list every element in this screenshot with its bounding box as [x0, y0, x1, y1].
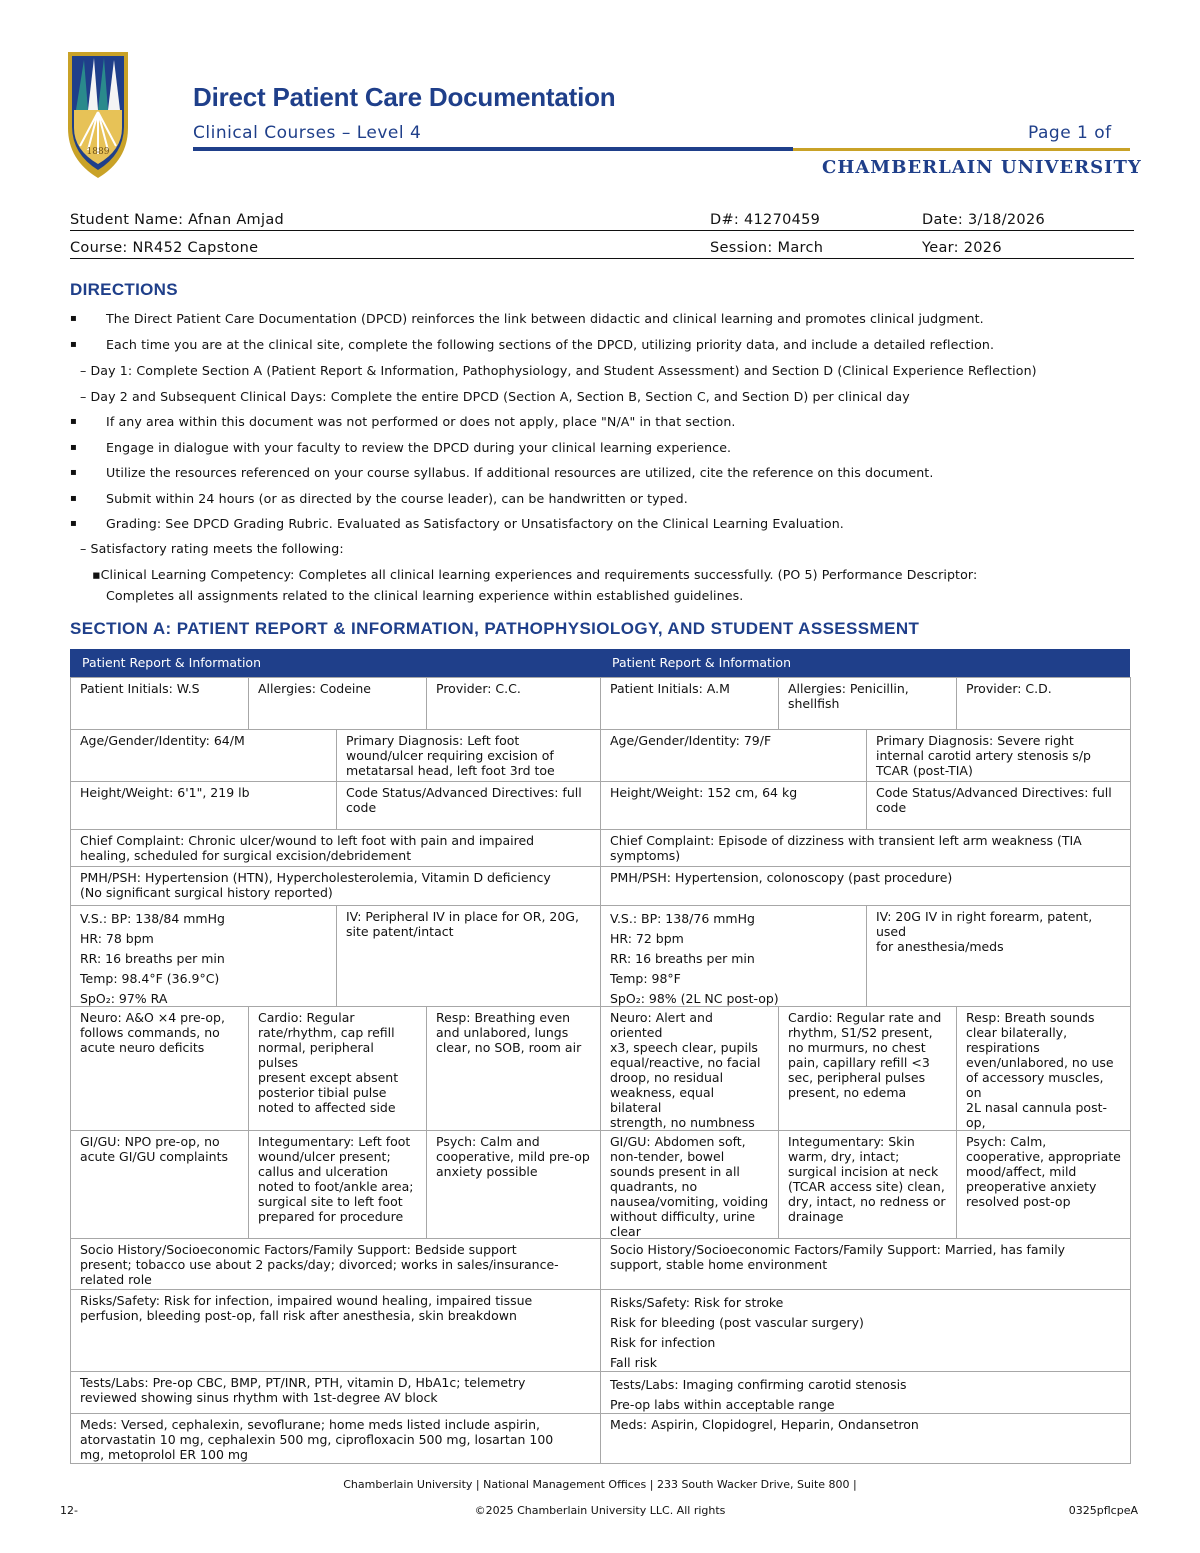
vs-text-line: HR: 78 bpm [80, 931, 154, 946]
height-text-line: Height/Weight: 6'1", 219 lb [80, 785, 250, 800]
date-field[interactable]: Date: 3/18/2026 [922, 212, 1134, 231]
social-text-line: related role [80, 1272, 152, 1287]
right-patient-resp-cell[interactable] [956, 1006, 1131, 1131]
gigu-text-line: acute GI/GU complaints [80, 1149, 228, 1164]
right-patient-diagnosis-cell[interactable] [866, 729, 1131, 782]
neuro-text-line: follows commands, no [80, 1025, 220, 1040]
risks-text-line: Risks/Safety: Risk for stroke [610, 1295, 784, 1310]
provider-text-line: Provider: C.C. [436, 681, 521, 696]
allergies-text-line: Allergies: Penicillin, [788, 681, 909, 696]
right-patient-pmh-cell[interactable] [600, 866, 1131, 906]
university-name: CHAMBERLAIN UNIVERSITY [822, 157, 1142, 178]
right-patient-tests-cell[interactable] [600, 1371, 1131, 1414]
neuro-text-line: acute neuro deficits [80, 1040, 205, 1055]
left-patient-height-cell[interactable] [70, 781, 337, 830]
bullet-icon: ▪ [70, 339, 77, 350]
height-text-line: Height/Weight: 152 cm, 64 kg [610, 785, 798, 800]
cardio-text-line: pain, capillary refill <3 [788, 1055, 930, 1070]
resp-text-line: Resp: Breathing even [436, 1010, 571, 1025]
neuro-text-line: Neuro: Alert and oriented [610, 1010, 713, 1040]
left-patient-allergies-cell[interactable] [248, 677, 427, 730]
neuro-text-line: equal/reactive, no facial [610, 1055, 761, 1070]
right-patient-cardio-cell[interactable] [778, 1006, 957, 1131]
psych-text-line: cooperative, mild pre-op [436, 1149, 590, 1164]
header-rule-gold [793, 148, 1130, 151]
resp-text-line: clear, no SOB, room air [436, 1040, 582, 1055]
directions-heading: DIRECTIONS [70, 280, 178, 299]
vs-text-line: HR: 72 bpm [610, 931, 684, 946]
right-patient-height-cell[interactable] [600, 781, 867, 830]
resp-text-line: Resp: Breath sounds [966, 1010, 1095, 1025]
resp-text-line: of accessory muscles, on [966, 1070, 1104, 1100]
code-text-line: Code Status/Advanced Directives: full [346, 785, 582, 800]
vs-text-line: Temp: 98.4°F (36.9°C) [80, 971, 220, 986]
right-patient-iv-cell[interactable] [866, 905, 1131, 1007]
gigu-text-line: sounds present in all [610, 1164, 740, 1179]
resp-text-line: even/unlabored, no use [966, 1055, 1114, 1070]
student-name-field[interactable]: Student Name: Afnan Amjad [70, 212, 710, 231]
direction-item: Engage in dialogue with your faculty to review the DPCD during your clinical learning experience. [106, 440, 732, 455]
cardio-text-line: no murmurs, no chest [788, 1040, 926, 1055]
cardio-text-line: rate/rhythm, cap refill [258, 1025, 395, 1040]
risks-text-line: Fall risk [610, 1355, 657, 1370]
vs-text-line: RR: 16 breaths per min [80, 951, 225, 966]
gigu-text-line: without difficulty, urine [610, 1209, 756, 1224]
cardio-text-line: rhythm, S1/S2 present, [788, 1025, 933, 1040]
integ-text-line: warm, dry, intact; [788, 1149, 900, 1164]
cardio-text-line: Cardio: Regular [258, 1010, 355, 1025]
left-patient-initials-cell[interactable] [70, 677, 249, 730]
cardio-text-line: noted to affected side [258, 1100, 396, 1115]
right-patient-vs-cell[interactable] [600, 905, 867, 1007]
year-field[interactable]: Year: 2026 [922, 240, 1134, 259]
social-text-line: present; tobacco use about 2 packs/day; divorced; works in sales/insurance- [80, 1257, 559, 1272]
meds-text-line: atorvastatin 10 mg, cephalexin 500 mg, ciprofloxacin 500 mg, losartan 100 [80, 1432, 554, 1447]
left-patient-integ-cell[interactable] [248, 1130, 427, 1239]
left-patient-vs-cell[interactable] [70, 905, 337, 1007]
iv-text-line: site patent/intact [346, 924, 454, 939]
right-patient-age-cell[interactable] [600, 729, 867, 782]
initials-text-line: Patient Initials: W.S [80, 681, 200, 696]
gigu-text-line: nausea/vomiting, voiding [610, 1194, 769, 1209]
social-text-line: Socio History/Socioeconomic Factors/Family Support: Married, has family [610, 1242, 1066, 1257]
diagnosis-text-line: internal carotid artery stenosis s/p [876, 748, 1091, 763]
right-patient-provider-cell[interactable] [956, 677, 1131, 730]
vs-text-line: Temp: 98°F [610, 971, 681, 986]
provider-text-line: Provider: C.D. [966, 681, 1052, 696]
right-column-header: Patient Report & Information [600, 649, 1130, 677]
psych-text-line: mood/affect, mild [966, 1164, 1077, 1179]
neuro-text-line: weakness, equal bilateral [610, 1085, 715, 1115]
age-text-line: Age/Gender/Identity: 64/M [80, 733, 245, 748]
left-patient-risks-cell[interactable] [70, 1289, 601, 1372]
risks-text-line: perfusion, bleeding post-op, fall risk after anesthesia, skin breakdown [80, 1308, 517, 1323]
left-patient-tests-cell[interactable] [70, 1371, 601, 1414]
session-field[interactable]: Session: March [710, 240, 922, 259]
gigu-text-line: quadrants, no [610, 1179, 698, 1194]
integ-text-line: noted to foot/ankle area; [258, 1179, 414, 1194]
meds-text-line: Meds: Aspirin, Clopidogrel, Heparin, Ondansetron [610, 1417, 919, 1432]
psych-text-line: Psych: Calm, [966, 1134, 1047, 1149]
footer-code: 0325pflcpeA [1068, 1504, 1138, 1517]
diagnosis-text-line: Primary Diagnosis: Left foot [346, 733, 520, 748]
bullet-icon: ▪ [70, 467, 77, 478]
left-patient-complaint-cell[interactable] [70, 829, 601, 867]
tests-text-line: reviewed showing sinus rhythm with 1st-degree AV block [80, 1390, 438, 1405]
direction-item: The Direct Patient Care Documentation (DPCD) reinforces the link between didactic and clinical learning and promotes clinical judgment. [106, 311, 984, 326]
pmh-text-line: (No significant surgical history reported) [80, 885, 333, 900]
direction-item: Grading: See DPCD Grading Rubric. Evaluated as Satisfactory or Unsatisfactory on the Clinical Learning Evaluation. [106, 516, 844, 531]
vs-text-line: SpO₂: 98% (2L NC post-op) [610, 991, 779, 1006]
integ-text-line: wound/ulcer present; [258, 1149, 391, 1164]
right-patient-risks-cell[interactable] [600, 1289, 1131, 1372]
complaint-text-line: symptoms) [610, 848, 681, 863]
tests-text-line: Tests/Labs: Pre-op CBC, BMP, PT/INR, PTH, vitamin D, HbA1c; telemetry [80, 1375, 526, 1390]
bullet-icon: ▪ [70, 416, 77, 427]
right-patient-psych-cell[interactable] [956, 1130, 1131, 1239]
document-subtitle: Clinical Courses – Level 4 [193, 123, 422, 143]
integ-text-line: callus and ulceration [258, 1164, 389, 1179]
diagnosis-text-line: wound/ulcer requiring excision of [346, 748, 554, 763]
cardio-text-line: present, no edema [788, 1085, 907, 1100]
direction-subitem: – Satisfactory rating meets the following: [80, 541, 344, 556]
neuro-text-line: x3, speech clear, pupils [610, 1040, 758, 1055]
resp-text-line: clear bilaterally, [966, 1025, 1068, 1040]
header-rule-blue [193, 147, 793, 151]
vs-text-line: RR: 16 breaths per min [610, 951, 755, 966]
resp-text-line: and unlabored, lungs [436, 1025, 569, 1040]
vs-text-line: V.S.: BP: 138/76 mmHg [610, 911, 755, 926]
right-patient-gigu-cell[interactable] [600, 1130, 779, 1239]
crest-year: 1889 [86, 147, 110, 157]
psych-text-line: cooperative, appropriate [966, 1149, 1121, 1164]
code-text-line: code [876, 800, 907, 815]
pmh-text-line: PMH/PSH: Hypertension (HTN), Hypercholesterolemia, Vitamin D deficiency [80, 870, 551, 885]
left-patient-provider-cell[interactable] [426, 677, 601, 730]
tests-text-line: Tests/Labs: Imaging confirming carotid stenosis [610, 1377, 907, 1392]
footer-address: Chamberlain University | National Management Offices | 233 South Wacker Drive, Suite 800 | [343, 1478, 857, 1491]
left-patient-iv-cell[interactable] [336, 905, 601, 1007]
gigu-text-line: GI/GU: Abdomen soft, [610, 1134, 746, 1149]
direction-item: Each time you are at the clinical site, complete the following sections of the DPCD, utilizing priority data, and include a detailed reflection. [106, 337, 995, 352]
student-id-field[interactable]: D#: 41270459 [710, 212, 922, 231]
right-patient-meds-cell[interactable] [600, 1413, 1131, 1464]
right-patient-neuro-cell[interactable] [600, 1006, 779, 1131]
psych-text-line: preoperative anxiety [966, 1179, 1097, 1194]
left-patient-age-cell[interactable] [70, 729, 337, 782]
direction-subitem: – Day 1: Complete Section A (Patient Report & Information, Pathophysiology, and Student Assessment) and Section D (Clinical Experience Reflection) [80, 363, 1037, 378]
risks-text-line: Risks/Safety: Risk for infection, impaired wound healing, impaired tissue [80, 1293, 533, 1308]
cardio-text-line: present except absent [258, 1070, 399, 1085]
left-patient-pmh-cell[interactable] [70, 866, 601, 906]
psych-text-line: anxiety possible [436, 1164, 538, 1179]
integ-text-line: (TCAR access site) clean, [788, 1179, 945, 1194]
code-text-line: Code Status/Advanced Directives: full [876, 785, 1112, 800]
integ-text-line: prepared for procedure [258, 1209, 404, 1224]
age-text-line: Age/Gender/Identity: 79/F [610, 733, 772, 748]
bullet-icon: ▪ [70, 313, 77, 324]
left-patient-social-cell[interactable] [70, 1238, 601, 1290]
left-patient-resp-cell[interactable] [426, 1006, 601, 1131]
complaint-text-line: healing, scheduled for surgical excision/debridement [80, 848, 412, 863]
direction-subitem: ▪Clinical Learning Competency: Completes all clinical learning experiences and requirements successfully. (PO 5) Performance Descriptor: [92, 567, 978, 582]
gigu-text-line: clear [610, 1224, 641, 1239]
integ-text-line: Integumentary: Skin [788, 1134, 915, 1149]
vs-text-line: V.S.: BP: 138/84 mmHg [80, 911, 225, 926]
social-text-line: Socio History/Socioeconomic Factors/Family Support: Bedside support [80, 1242, 517, 1257]
allergies-text-line: shellfish [788, 696, 840, 711]
cardio-text-line: Cardio: Regular rate and [788, 1010, 942, 1025]
resp-text-line: 2L nasal cannula post-op, [966, 1100, 1108, 1130]
integ-text-line: surgical incision at neck [788, 1164, 939, 1179]
code-text-line: code [346, 800, 377, 815]
psych-text-line: resolved post-op [966, 1194, 1071, 1209]
bullet-icon: ▪ [70, 493, 77, 504]
gigu-text-line: non-tender, bowel [610, 1149, 725, 1164]
bullet-icon: ▪ [70, 442, 77, 453]
left-patient-psych-cell[interactable] [426, 1130, 601, 1239]
direction-item: If any area within this document was not performed or does not apply, place "N/A" in that section. [106, 414, 736, 429]
initials-text-line: Patient Initials: A.M [610, 681, 730, 696]
pmh-text-line: PMH/PSH: Hypertension, colonoscopy (past procedure) [610, 870, 953, 885]
diagnosis-text-line: Primary Diagnosis: Severe right [876, 733, 1074, 748]
tests-text-line: Pre-op labs within acceptable range [610, 1397, 835, 1412]
meds-text-line: mg, metoprolol ER 100 mg [80, 1447, 248, 1462]
right-patient-allergies-cell[interactable] [778, 677, 957, 730]
social-text-line: support, stable home environment [610, 1257, 828, 1272]
footer-left: 12- [60, 1504, 78, 1517]
integ-text-line: surgical site to left foot [258, 1194, 403, 1209]
bullet-icon: ▪ [70, 518, 77, 529]
integ-text-line: dry, intact, no redness or [788, 1194, 946, 1209]
gigu-text-line: GI/GU: NPO pre-op, no [80, 1134, 220, 1149]
cardio-text-line: normal, peripheral pulses [258, 1040, 374, 1070]
complaint-text-line: Chief Complaint: Chronic ulcer/wound to left foot with pain and impaired [80, 833, 535, 848]
university-crest-logo [66, 50, 130, 180]
complaint-text-line: Chief Complaint: Episode of dizziness with transient left arm weakness (TIA [610, 833, 1082, 848]
neuro-text-line: strength, no numbness [610, 1115, 755, 1130]
neuro-text-line: droop, no residual [610, 1070, 724, 1085]
iv-text-line: for anesthesia/meds [876, 939, 1004, 954]
left-patient-cardio-cell[interactable] [248, 1006, 427, 1131]
risks-text-line: Risk for infection [610, 1335, 716, 1350]
right-patient-code-cell[interactable] [866, 781, 1131, 830]
risks-text-line: Risk for bleeding (post vascular surgery) [610, 1315, 864, 1330]
vs-text-line: SpO₂: 97% RA [80, 991, 168, 1006]
diagnosis-text-line: metatarsal head, left foot 3rd toe [346, 763, 555, 778]
psych-text-line: Psych: Calm and [436, 1134, 540, 1149]
meds-text-line: Meds: Versed, cephalexin, sevoflurane; home meds listed include aspirin, [80, 1417, 541, 1432]
integ-text-line: Integumentary: Left foot [258, 1134, 411, 1149]
diagnosis-text-line: TCAR (post-TIA) [876, 763, 973, 778]
left-patient-neuro-cell[interactable] [70, 1006, 249, 1131]
integ-text-line: drainage [788, 1209, 844, 1224]
left-patient-meds-cell[interactable] [70, 1413, 601, 1464]
right-patient-initials-cell[interactable] [600, 677, 779, 730]
right-patient-social-cell[interactable] [600, 1238, 1131, 1290]
left-column-header: Patient Report & Information [70, 649, 600, 677]
right-patient-integ-cell[interactable] [778, 1130, 957, 1239]
left-patient-code-cell[interactable] [336, 781, 601, 830]
footer-copyright: ©2025 Chamberlain University LLC. All rights [474, 1504, 726, 1517]
direction-item: Utilize the resources referenced on your course syllabus. If additional resources are utilized, cite the reference on this document. [106, 465, 934, 480]
direction-subitem: – Day 2 and Subsequent Clinical Days: Complete the entire DPCD (Section A, Section B, Section C, and Section D) per clinical day [80, 389, 910, 404]
iv-text-line: IV: Peripheral IV in place for OR, 20G, [346, 909, 579, 924]
document-title: Direct Patient Care Documentation [193, 82, 616, 112]
direction-item: Submit within 24 hours (or as directed by the course leader), can be handwritten or typed. [106, 491, 688, 506]
left-patient-gigu-cell[interactable] [70, 1130, 249, 1239]
course-field[interactable]: Course: NR452 Capstone [70, 240, 710, 259]
direction-subitem: Completes all assignments related to the clinical learning experience within established guidelines. [106, 588, 744, 603]
iv-text-line: IV: 20G IV in right forearm, patent, used [876, 909, 1093, 939]
neuro-text-line: Neuro: A&O ×4 pre-op, [80, 1010, 225, 1025]
section-a-heading: SECTION A: PATIENT REPORT & INFORMATION, PATHOPHYSIOLOGY, AND STUDENT ASSESSMENT [70, 619, 920, 638]
cardio-text-line: posterior tibial pulse [258, 1085, 387, 1100]
allergies-text-line: Allergies: Codeine [258, 681, 371, 696]
left-patient-diagnosis-cell[interactable] [336, 729, 601, 782]
resp-text-line: respirations [966, 1040, 1040, 1055]
right-patient-complaint-cell[interactable] [600, 829, 1131, 867]
cardio-text-line: sec, peripheral pulses [788, 1070, 926, 1085]
page-number: Page 1 of [1028, 123, 1112, 143]
